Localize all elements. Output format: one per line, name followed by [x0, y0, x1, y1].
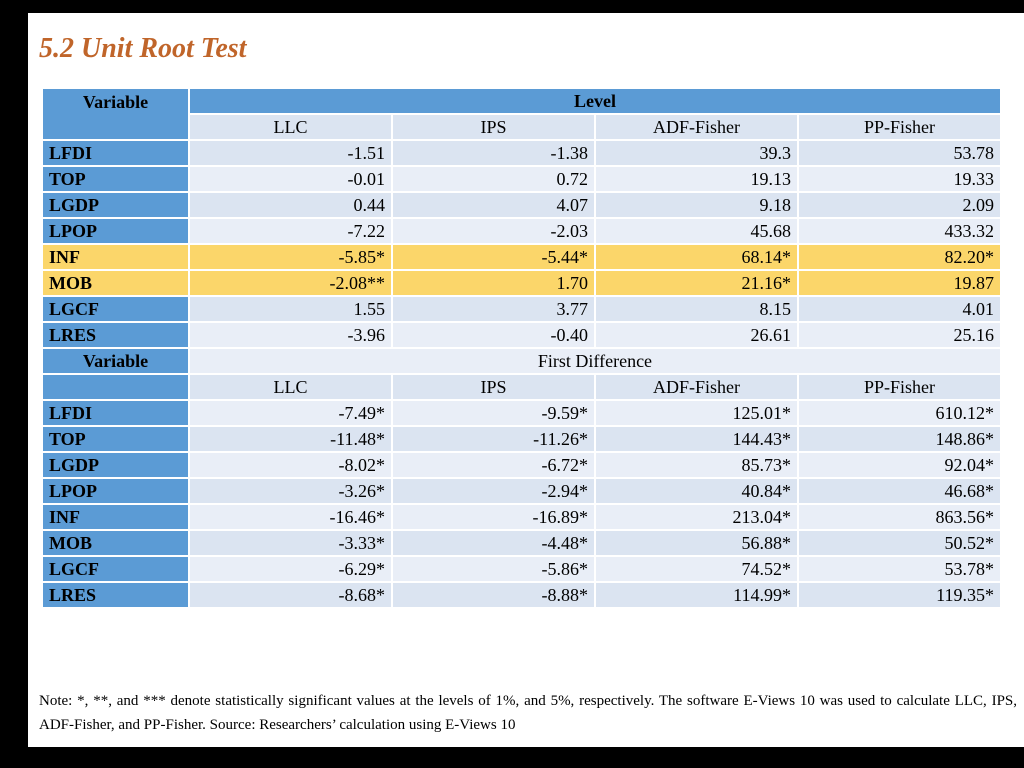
slide — [28, 13, 1024, 747]
value-adf-fisher: 9.18 — [596, 193, 797, 217]
value-adf-fisher: 56.88* — [596, 531, 797, 555]
level-row — [43, 193, 1000, 217]
level-header-row — [43, 89, 1000, 113]
value-pp-fisher: 92.04* — [799, 453, 1000, 477]
first-difference-header-row — [43, 349, 1000, 373]
value-pp-fisher: 46.68* — [799, 479, 1000, 503]
value-llc: -5.85* — [190, 245, 391, 269]
level-row-highlighted — [43, 271, 1000, 295]
value-ips: -2.03 — [393, 219, 594, 243]
value-llc: 1.55 — [190, 297, 391, 321]
value-pp-fisher: 19.87 — [799, 271, 1000, 295]
value-ips: -0.40 — [393, 323, 594, 347]
variable-name: TOP — [43, 427, 188, 451]
value-adf-fisher: 21.16* — [596, 271, 797, 295]
value-ips: -5.86* — [393, 557, 594, 581]
value-llc: -8.02* — [190, 453, 391, 477]
first-difference-row — [43, 531, 1000, 555]
col-pp-fisher: PP-Fisher — [799, 115, 1000, 139]
level-header: Level — [190, 89, 1000, 113]
level-row — [43, 167, 1000, 191]
value-ips: 1.70 — [393, 271, 594, 295]
value-adf-fisher: 45.68 — [596, 219, 797, 243]
value-llc: 0.44 — [190, 193, 391, 217]
variable-name: LGCF — [43, 297, 188, 321]
value-pp-fisher: 19.33 — [799, 167, 1000, 191]
value-pp-fisher: 610.12* — [799, 401, 1000, 425]
value-ips: -16.89* — [393, 505, 594, 529]
variable-name: TOP — [43, 167, 188, 191]
blank-cell — [43, 375, 188, 399]
value-ips: 0.72 — [393, 167, 594, 191]
value-pp-fisher: 53.78* — [799, 557, 1000, 581]
first-difference-row — [43, 583, 1000, 607]
value-ips: -9.59* — [393, 401, 594, 425]
value-pp-fisher: 433.32 — [799, 219, 1000, 243]
col-pp-fisher: PP-Fisher — [799, 375, 1000, 399]
value-adf-fisher: 85.73* — [596, 453, 797, 477]
value-llc: -6.29* — [190, 557, 391, 581]
col-ips: IPS — [393, 115, 594, 139]
slide-title: 5.2 Unit Root Test — [39, 33, 247, 64]
col-llc: LLC — [190, 115, 391, 139]
level-row — [43, 297, 1000, 321]
value-llc: -11.48* — [190, 427, 391, 451]
value-ips: -4.48* — [393, 531, 594, 555]
value-pp-fisher: 50.52* — [799, 531, 1000, 555]
value-pp-fisher: 863.56* — [799, 505, 1000, 529]
value-adf-fisher: 68.14* — [596, 245, 797, 269]
first-difference-row — [43, 557, 1000, 581]
first-difference-row — [43, 401, 1000, 425]
level-row-highlighted — [43, 245, 1000, 269]
value-pp-fisher: 4.01 — [799, 297, 1000, 321]
value-pp-fisher: 119.35* — [799, 583, 1000, 607]
value-adf-fisher: 144.43* — [596, 427, 797, 451]
value-adf-fisher: 39.3 — [596, 141, 797, 165]
variable-name: INF — [43, 505, 188, 529]
value-ips: -5.44* — [393, 245, 594, 269]
value-llc: -3.26* — [190, 479, 391, 503]
value-llc: -7.49* — [190, 401, 391, 425]
variable-name: INF — [43, 245, 188, 269]
col-llc: LLC — [190, 375, 391, 399]
col-adf-fisher: ADF-Fisher — [596, 115, 797, 139]
variable-name: LPOP — [43, 219, 188, 243]
value-ips: -2.94* — [393, 479, 594, 503]
value-adf-fisher: 19.13 — [596, 167, 797, 191]
variable-name: MOB — [43, 271, 188, 295]
level-row — [43, 219, 1000, 243]
variable-name: LRES — [43, 323, 188, 347]
value-ips: -1.38 — [393, 141, 594, 165]
variable-name: MOB — [43, 531, 188, 555]
variable-name: LPOP — [43, 479, 188, 503]
value-pp-fisher: 53.78 — [799, 141, 1000, 165]
value-llc: -16.46* — [190, 505, 391, 529]
value-llc: -8.68* — [190, 583, 391, 607]
value-ips: -11.26* — [393, 427, 594, 451]
first-difference-columns-row — [43, 375, 1000, 399]
variable-header: Variable — [43, 349, 188, 373]
first-difference-row — [43, 453, 1000, 477]
value-ips: -8.88* — [393, 583, 594, 607]
value-adf-fisher: 213.04* — [596, 505, 797, 529]
value-adf-fisher: 8.15 — [596, 297, 797, 321]
value-adf-fisher: 125.01* — [596, 401, 797, 425]
value-ips: 4.07 — [393, 193, 594, 217]
variable-header: Variable — [43, 89, 188, 139]
variable-name: LRES — [43, 583, 188, 607]
variable-name: LGDP — [43, 453, 188, 477]
value-adf-fisher: 26.61 — [596, 323, 797, 347]
value-llc: -3.33* — [190, 531, 391, 555]
variable-name: LGDP — [43, 193, 188, 217]
value-ips: -6.72* — [393, 453, 594, 477]
value-llc: -2.08** — [190, 271, 391, 295]
value-llc: -0.01 — [190, 167, 391, 191]
first-difference-header: First Difference — [190, 349, 1000, 373]
first-difference-row — [43, 505, 1000, 529]
col-adf-fisher: ADF-Fisher — [596, 375, 797, 399]
footnote: Note: *, **, and *** denote statistically significant values at the levels of 1%, and 5%, respectively. The software E-Views 10 was used to calculate LLC, IPS, ADF-Fisher, and PP-Fisher. Source: Researchers’ calculation using E-Views 10 — [39, 693, 1017, 733]
first-difference-row — [43, 479, 1000, 503]
variable-name: LFDI — [43, 401, 188, 425]
value-pp-fisher: 2.09 — [799, 193, 1000, 217]
value-ips: 3.77 — [393, 297, 594, 321]
value-pp-fisher: 25.16 — [799, 323, 1000, 347]
value-adf-fisher: 74.52* — [596, 557, 797, 581]
value-pp-fisher: 82.20* — [799, 245, 1000, 269]
value-adf-fisher: 40.84* — [596, 479, 797, 503]
value-llc: -7.22 — [190, 219, 391, 243]
first-difference-row — [43, 427, 1000, 451]
level-row — [43, 323, 1000, 347]
col-ips: IPS — [393, 375, 594, 399]
variable-name: LGCF — [43, 557, 188, 581]
value-llc: -1.51 — [190, 141, 391, 165]
level-row — [43, 141, 1000, 165]
variable-name: LFDI — [43, 141, 188, 165]
value-pp-fisher: 148.86* — [799, 427, 1000, 451]
unit-root-table — [41, 87, 1002, 609]
value-llc: -3.96 — [190, 323, 391, 347]
value-adf-fisher: 114.99* — [596, 583, 797, 607]
